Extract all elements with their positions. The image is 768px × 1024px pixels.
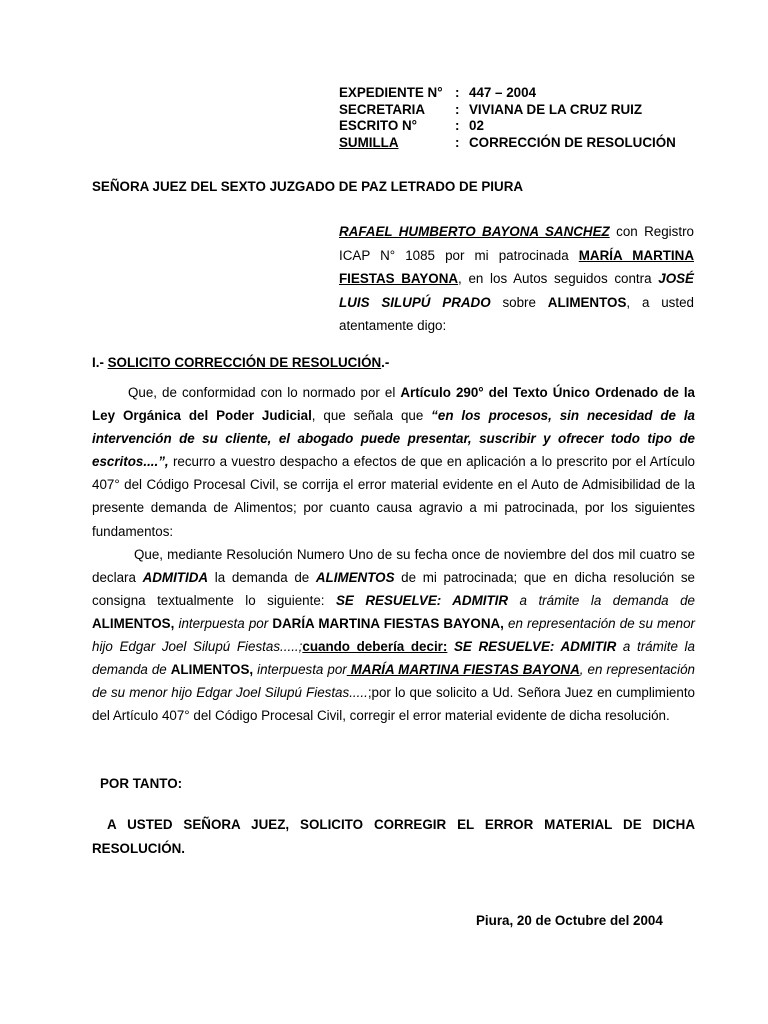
- p2-text-2: la demanda de: [208, 569, 316, 585]
- p2-text-3: de mi patrocinada; que en dicha resolución se consigna textualmente lo siguiente:: [92, 569, 695, 608]
- p1-law-reference: Artículo 290° del Texto Único Ordenado de la Ley Orgánica del Poder Judicial: [92, 385, 696, 424]
- paragraph-2: [92, 543, 695, 728]
- p1-quote: “en los procesos, sin necesidad de la intervención de su cliente, el abogado puede presentar, suscribir y ofrecer todo tipo de escritos....”,: [92, 408, 695, 470]
- sumilla-label: SUMILLA: [339, 134, 399, 150]
- paragraph-1: [92, 381, 695, 543]
- expediente-label: EXPEDIENTE N°: [339, 85, 443, 100]
- sumilla-value: CORRECCIÓN DE RESOLUCIÓN: [469, 134, 676, 150]
- p2-text-9: interpuesta por: [253, 662, 347, 678]
- p2-alimentos-3: ALIMENTOS,: [170, 662, 254, 678]
- p2-text-8: a trámite la demanda de: [92, 639, 695, 678]
- p2-text-6: en representación de su menor hijo Edgar Joel Silupú Fiestas.....;: [92, 615, 695, 655]
- por-tanto-heading: POR TANTO:: [100, 776, 183, 791]
- secretaria-row: [339, 102, 676, 119]
- date-line: Piura, 20 de Octubre del 2004: [476, 913, 663, 928]
- defendant-name: JOSÉ LUIS SILUPÚ PRADO: [339, 271, 694, 310]
- escrito-row: [339, 118, 676, 135]
- body-text: [92, 381, 695, 727]
- p2-resuelve-2: SE RESUELVE: ADMITIR: [453, 639, 617, 655]
- lawyer-name: RAFAEL HUMBERTO BAYONA SANCHEZ: [339, 224, 610, 239]
- intro-paragraph: [339, 220, 694, 338]
- intro-text-4: , a usted atentamente digo:: [339, 294, 694, 333]
- p2-text-7: [447, 639, 454, 654]
- escrito-label: ESCRITO N°: [339, 118, 418, 133]
- client-name: MARÍA MARTINA FIESTAS BAYONA: [339, 247, 694, 286]
- addressee: SEÑORA JUEZ DEL SEXTO JUZGADO DE PAZ LETRADO DE PIURA: [92, 179, 524, 194]
- secretaria-value: VIVIANA DE LA CRUZ RUIZ: [469, 101, 643, 117]
- p2-wrong-name: DARÍA MARTINA FIESTAS BAYONA,: [272, 615, 504, 631]
- case-header: [339, 85, 676, 151]
- request-paragraph: A USTED SEÑORA JUEZ, SOLICITO CORREGIR EL ERROR MATERIAL DE DICHA RESOLUCIÓN.: [92, 817, 695, 856]
- p2-text-4: a trámite la demanda de: [508, 592, 695, 608]
- sumilla-label-wrap: [339, 135, 455, 152]
- section-title: SOLICITO CORRECCIÓN DE RESOLUCIÓN: [107, 355, 382, 370]
- intro-text-2: , en los Autos seguidos contra: [458, 271, 659, 286]
- p1-text-1: Que, de conformidad con lo normado por el: [128, 385, 401, 400]
- p2-should-say: cuando debería decir:: [302, 639, 448, 655]
- p2-alimentos-2: ALIMENTOS,: [92, 615, 175, 631]
- p2-admitida: ADMITIDA: [142, 569, 209, 585]
- section-prefix: I.-: [92, 355, 108, 370]
- case-subject: ALIMENTOS: [547, 294, 627, 310]
- p2-text-10: , en representación de su menor hijo Edgar Joel Silupú Fiestas.....: [92, 662, 695, 701]
- expediente-value: 447 – 2004: [469, 85, 537, 100]
- section-suffix: .-: [381, 355, 390, 370]
- separator: :: [455, 85, 460, 100]
- p1-text-2: , que señala que: [311, 408, 432, 424]
- separator: :: [455, 118, 460, 133]
- separator: :: [455, 134, 460, 150]
- p2-text-1: Que, mediante Resolución Numero Uno de su fecha once de noviembre del dos mil cuatro se declara: [92, 546, 695, 585]
- p2-resuelve-1: SE RESUELVE: ADMITIR: [335, 592, 509, 608]
- expediente-row: [339, 85, 676, 102]
- section-heading: [92, 355, 389, 370]
- escrito-value: 02: [469, 118, 484, 133]
- p2-text-11: ;por lo que solicito a Ud. Señora Juez en cumplimiento del Artículo 407° del Código Procesal Civil, corregir el error material evidente de dicha resolución.: [92, 685, 695, 724]
- separator: :: [455, 101, 460, 117]
- secretaria-label: SECRETARIA: [339, 101, 426, 117]
- p2-text-5: interpuesta por: [174, 615, 273, 631]
- sumilla-row: [339, 135, 676, 152]
- p2-correct-name: MARÍA MARTINA FIESTAS BAYONA: [346, 662, 580, 678]
- intro-text-3: sobre: [490, 294, 548, 310]
- p2-alimentos-1: ALIMENTOS: [315, 569, 395, 585]
- intro-text-1: con Registro ICAP N° 1085 por mi patrocinada: [339, 224, 694, 263]
- p1-text-3: recurro a vuestro despacho a efectos de que en aplicación a lo prescrito por el Artículo 407° del Código Procesal Civil, se corrija el error material evidente en el Auto de Admisibilidad de la presente demanda de Alimentos; por cuanto causa agravio a mi patrocinada, por los siguientes fundamentos:: [92, 454, 695, 539]
